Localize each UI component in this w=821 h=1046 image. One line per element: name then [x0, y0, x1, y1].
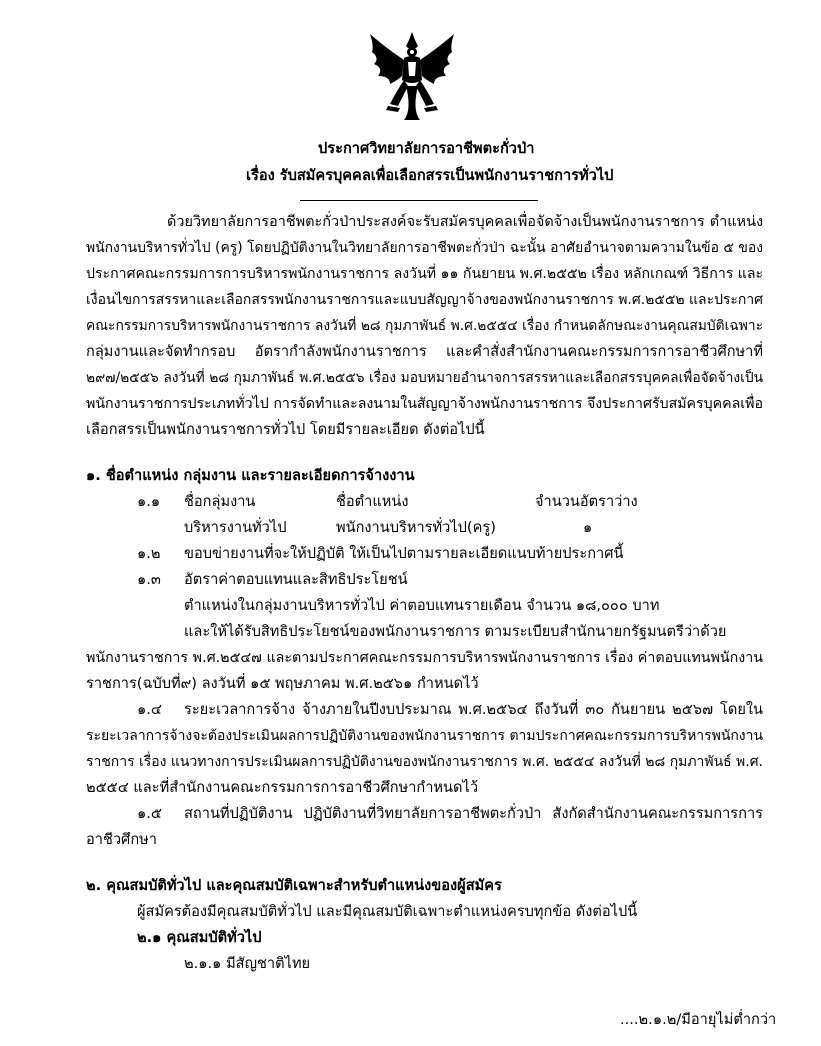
- s13-line-3: พนักงานราชการ พ.ศ.๒๕๔๗ และตามประกาศคณะกรรมการบริหารพนักงานราชการ เรื่อง ค่าตอบแทนพนักงาน: [86, 650, 763, 666]
- section2-intro: ผู้สมัครต้องมีคุณสมบัติทั่วไป และมีคุณสมบัติเฉพาะตำแหน่งครบทุกข้อ ดังต่อไปนี้: [137, 903, 638, 920]
- intro-line-3: ประกาศคณะกรรมการการบริหารพนักงานราชการ ลงวันที่ ๑๑ กันยายน พ.ศ.๒๕๕๒ เรื่อง หลักเกณฑ์ วิธีการ และ: [86, 266, 764, 282]
- s15-line-2: อาชีวศึกษา: [86, 831, 157, 848]
- s11-col-group: ชื่อกลุ่มงาน: [184, 493, 256, 510]
- announcement-title: ประกาศวิทยาลัยการอาชีพตะกั่วป่า: [318, 140, 535, 157]
- intro-line-2: พนักงานบริหารทั่วไป (ครู) โดยปฏิบัติงานในวิทยาลัยการอาชีพตะกั่วป่า ฉะนั้น อาศัยอำนาจตามความในข้อ ๕ ของ: [86, 240, 763, 256]
- s15-line-1: สถานที่ปฏิบัติงาน ปฏิบัติงานที่วิทยาลัยการอาชีพตะกั่วป่า สังกัดสำนักงานคณะกรรมการการ: [184, 805, 763, 822]
- announcement-subject: เรื่อง รับสมัครบุคคลเพื่อเลือกสรรเป็นพนักงานราชการทั่วไป: [246, 167, 614, 184]
- section1-heading: ๑. ชื่อตำแหน่ง กลุ่มงาน และรายละเอียดการจ้างงาน: [86, 467, 415, 484]
- s13-line-1: ตำแหน่งในกลุ่มงานบริหารทั่วไป ค่าตอบแทนรายเดือน จำนวน ๑๘,๐๐๐ บาท: [184, 597, 660, 614]
- continuation-note: ....๒.๑.๒/มีอายุไม่ต่ำกว่า: [620, 1011, 777, 1028]
- s211-item: ๒.๑.๑ มีสัญชาติไทย: [184, 955, 311, 972]
- s14-line-3: ราชการ เรื่อง แนวทางการประเมินผลการปฏิบัติงานของพนักงานราชการ พ.ศ. ๒๕๕๔ ลงวันที่ ๒๘ กุมภาพันธ์ พ.ศ.: [86, 754, 763, 770]
- s14-line-2: ระยะเวลาการจ้างจะต้องประเมินผลการปฏิบัติงานของพนักงานราชการ ตามประกาศคณะกรรมการบริหารพนักงาน: [86, 728, 763, 744]
- title-divider: [300, 200, 538, 201]
- s11-count: ๑: [583, 519, 593, 536]
- s13-number: ๑.๓: [137, 571, 161, 588]
- s11-col-count: จำนวนอัตราว่าง: [535, 493, 638, 510]
- s13-line-4: ราชการ(ฉบับที่๙) ลงวันที่ ๑๕ พฤษภาคม พ.ศ.๒๕๖๑ กำหนดไว้: [86, 675, 479, 692]
- s13-title: อัตราค่าตอบแทนและสิทธิประโยชน์: [184, 571, 408, 588]
- intro-line-1: ด้วยวิทยาลัยการอาชีพตะกั่วป่าประสงค์จะรับสมัครบุคคลเพื่อจัดจ้างเป็นพนักงานราชการ ตำแหน่ง: [167, 214, 763, 230]
- s21-heading: ๒.๑ คุณสมบัติทั่วไป: [137, 929, 262, 946]
- garuda-emblem-icon: [364, 30, 460, 122]
- intro-line-4: เงื่อนไขการสรรหาและเลือกสรรพนักงานราชการและแบบสัญญาจ้างของพนักงานราชการ พ.ศ.๒๕๕๒ และประกาศ: [86, 292, 763, 308]
- s12-number: ๑.๒: [137, 545, 161, 562]
- s15-number: ๑.๕: [137, 805, 162, 822]
- intro-line-7: ๒๙๗/๒๕๕๖ ลงวันที่ ๒๘ กุมภาพันธ์ พ.ศ.๒๕๕๖ เรื่อง มอบหมายอำนาจการสรรหาและเลือกสรรบุคคลเพื่อจัดจ้างเป็น: [86, 370, 763, 386]
- s14-line-1: ระยะเวลาการจ้าง จ้างภายในปีงบประมาณ พ.ศ.๒๕๖๔ ถึงวันที่ ๓๐ กันยายน ๒๕๖๗ โดยใน: [184, 701, 763, 718]
- s11-number: ๑.๑: [137, 493, 161, 510]
- section2-heading: ๒. คุณสมบัติทั่วไป และคุณสมบัติเฉพาะสำหรับตำแหน่งของผู้สมัคร: [86, 877, 502, 894]
- intro-line-8: พนักงานราชการประเภททั่วไป การจัดทำและลงนามในสัญญาจ้างพนักงานราชการ จึงประกาศรับสมัครบุคคลเพื่อ: [86, 396, 763, 412]
- intro-line-9: เลือกสรรเป็นพนักงานราชการทั่วไป โดยมีรายละเอียด ดังต่อไปนี้: [86, 421, 485, 438]
- s14-line-4: ๒๕๕๔ และที่สำนักงานคณะกรรมการการอาชีวศึกษากำหนดไว้: [86, 779, 479, 796]
- s13-line-2: และให้ได้รับสิทธิประโยชน์ของพนักงานราชการ ตามระเบียบสำนักนายกรัฐมนตรีว่าด้วย: [184, 623, 727, 640]
- s11-position: พนักงานบริหารทั่วไป(ครู): [336, 519, 496, 536]
- s14-number: ๑.๔: [137, 701, 162, 718]
- s11-group: บริหารงานทั่วไป: [184, 519, 287, 536]
- intro-line-5: คณะกรรมการบริหารพนักงานราชการ ลงวันที่ ๒๘ กุมภาพันธ์ พ.ศ.๒๕๕๔ เรื่อง กำหนดลักษณะงานคุณสมบัติเฉพาะ: [86, 318, 763, 334]
- s11-col-position: ชื่อตำแหน่ง: [336, 493, 409, 510]
- s12-text: ขอบข่ายงานที่จะให้ปฏิบัติ ให้เป็นไปตามรายละเอียดแนบท้ายประกาศนี้: [184, 545, 624, 562]
- intro-line-6: กลุ่มงานและจัดทำกรอบ อัตรากำลังพนักงานราชการ และคำสั่งสำนักงานคณะกรรมการการอาชีวศึกษาที่: [86, 343, 763, 360]
